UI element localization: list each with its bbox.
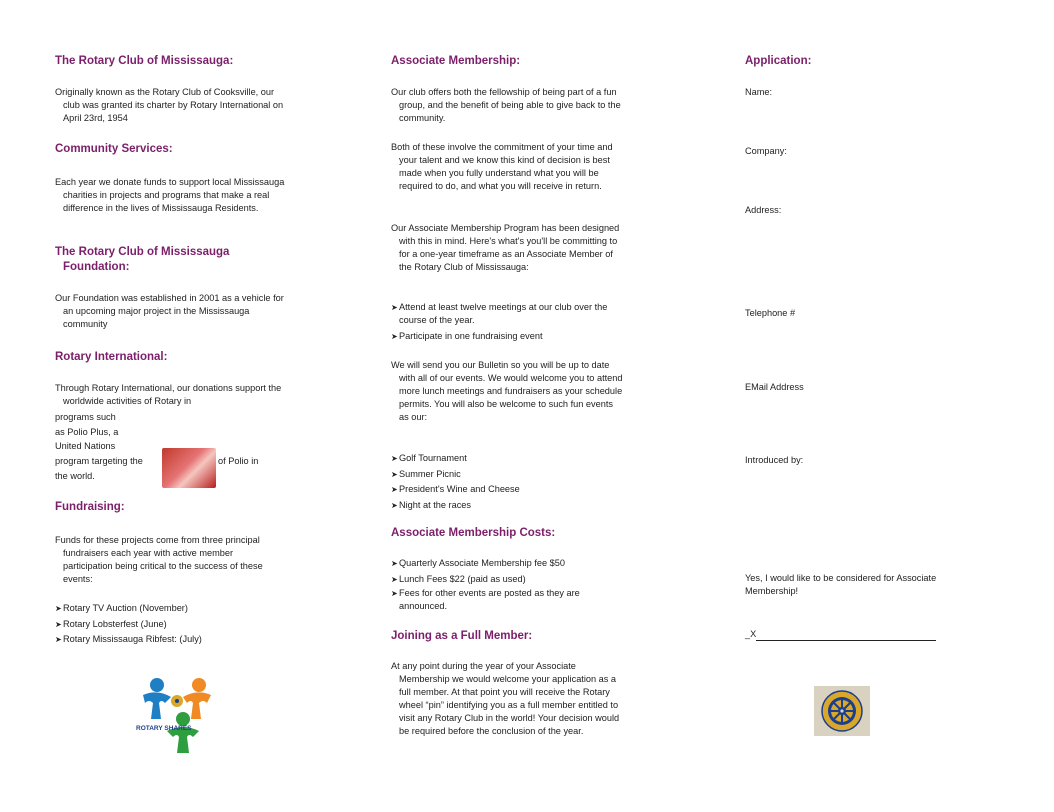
para-associate-1: Our club offers both the fellowship of being part of a fun group, and the benefit of being able to give back to the community. bbox=[391, 87, 621, 123]
para-full-member: At any point during the year of your Associate Membership we would welcome your application as a full member. At that point you will receive the Rotary wheel “pin” identifying you as a full member entitled to visit any Rotary Club in the world! Your decision would be required before the conclusion of the year. bbox=[391, 661, 620, 736]
commitments-list bbox=[391, 301, 616, 345]
polio-child-photo bbox=[162, 448, 216, 488]
heading-club: The Rotary Club of Mississauga: bbox=[55, 55, 234, 67]
rotary-shares-text: ROTARY SHARES bbox=[136, 725, 192, 732]
para-international-1: Through Rotary International, our donations support the worldwide activities of Rotary in bbox=[55, 383, 282, 406]
heading-full-member: Joining as a Full Member: bbox=[391, 630, 533, 642]
label-introduced-by: Introduced by: bbox=[745, 455, 804, 465]
arrow-bullet-icon: ➤ bbox=[391, 500, 398, 510]
para-international-3: as Polio Plus, a bbox=[55, 427, 119, 437]
arrow-bullet-icon: ➤ bbox=[391, 559, 398, 568]
list-item: ➤Rotary Lobsterfest (June) bbox=[55, 617, 280, 633]
heading-costs: Associate Membership Costs: bbox=[391, 527, 556, 539]
list-item: ➤Attend at least twelve meetings at our club over the course of the year. bbox=[391, 302, 608, 325]
signature-prefix: _X bbox=[745, 629, 757, 639]
costs-list bbox=[391, 556, 616, 613]
arrow-bullet-icon: ➤ bbox=[391, 589, 398, 598]
list-item: ➤Summer Picnic bbox=[391, 467, 616, 483]
para-associate-3: Our Associate Membership Program has been designed with this in mind. Here's what's you'll be committing to for a one-year timeframe as an Associate Member of the Rotary Club of Mississauga: bbox=[391, 223, 620, 272]
arrow-bullet-icon: ➤ bbox=[391, 303, 398, 312]
fundraiser-events-list bbox=[55, 601, 280, 648]
arrow-bullet-icon: ➤ bbox=[391, 574, 398, 584]
arrow-bullet-icon: ➤ bbox=[391, 454, 398, 463]
heading-associate: Associate Membership: bbox=[391, 55, 521, 67]
heading-fundraising: Fundraising: bbox=[55, 501, 125, 513]
para-foundation: Our Foundation was established in 2001 as a vehicle for an upcoming major project in the Mississauga community bbox=[55, 293, 284, 329]
list-item: ➤Night at the races bbox=[391, 498, 616, 514]
arrow-bullet-icon: ➤ bbox=[55, 619, 62, 629]
label-company: Company: bbox=[745, 146, 787, 156]
para-fundraising: Funds for these projects come from three principal fundraisers each year with active member participation being critical to the success of these events: bbox=[55, 535, 263, 584]
para-international-6: the world. bbox=[55, 471, 95, 481]
label-telephone: Telephone # bbox=[745, 308, 796, 318]
list-item: ➤Lunch Fees $22 (paid as used) bbox=[391, 572, 616, 588]
label-address: Address: bbox=[745, 205, 782, 215]
para-international-5a: program targeting the bbox=[55, 456, 143, 466]
rotary-wheel-icon bbox=[814, 686, 870, 736]
para-associate-2: Both of these involve the commitment of your time and your talent and we know this kind of decision is best made when you fully understand what you will be required to do, and what you will receive in return. bbox=[391, 142, 613, 191]
list-item: ➤Quarterly Associate Membership fee $50 bbox=[391, 556, 616, 572]
consider-statement: Yes, I would like to be considered for Associate Membership! bbox=[745, 573, 937, 596]
para-international-2: programs such bbox=[55, 412, 116, 422]
arrow-bullet-icon: ➤ bbox=[391, 485, 398, 494]
para-associate-4: We will send you our Bulletin so you will be up to date with all of our events. We would welcome you to attend more lunch meetings and fundraisers as your schedule permits. You will also be welcome to such fun events as our: bbox=[391, 360, 623, 422]
rotary-shares-logo bbox=[135, 675, 217, 753]
list-item: ➤Participate in one fundraising event bbox=[391, 329, 616, 345]
para-international-4: United Nations bbox=[55, 441, 116, 451]
signature-line[interactable] bbox=[745, 628, 936, 641]
label-email: EMail Address bbox=[745, 382, 804, 392]
para-community: Each year we donate funds to support local Mississauga charities in projects and programs that make a real difference in the lives of Mississauga Residents. bbox=[55, 177, 285, 213]
list-item: ➤Rotary TV Auction (November) bbox=[55, 601, 280, 617]
heading-community: Community Services: bbox=[55, 143, 173, 155]
heading-international: Rotary International: bbox=[55, 351, 168, 363]
arrow-bullet-icon: ➤ bbox=[391, 469, 398, 479]
list-item: ➤President's Wine and Cheese bbox=[391, 482, 616, 498]
fun-events-list bbox=[391, 451, 616, 513]
list-item: ➤Golf Tournament bbox=[391, 451, 616, 467]
signature-underline bbox=[756, 630, 936, 641]
arrow-bullet-icon: ➤ bbox=[55, 635, 62, 644]
list-item: ➤Fees for other events are posted as they are announced. bbox=[391, 588, 580, 611]
para-club: Originally known as the Rotary Club of Cooksville, our club was granted its charter by Rotary International on April 23rd, 1954 bbox=[55, 87, 284, 123]
arrow-bullet-icon: ➤ bbox=[55, 604, 62, 613]
para-international-5b: of Polio in bbox=[218, 456, 259, 466]
rotary-wheel-logo bbox=[814, 686, 870, 736]
arrow-bullet-icon: ➤ bbox=[391, 332, 398, 341]
heading-foundation: The Rotary Club of Mississauga Foundation: bbox=[55, 246, 230, 273]
heading-application: Application: bbox=[745, 55, 812, 67]
list-item: ➤Rotary Mississauga Ribfest: (July) bbox=[55, 632, 280, 648]
label-name: Name: bbox=[745, 87, 773, 97]
